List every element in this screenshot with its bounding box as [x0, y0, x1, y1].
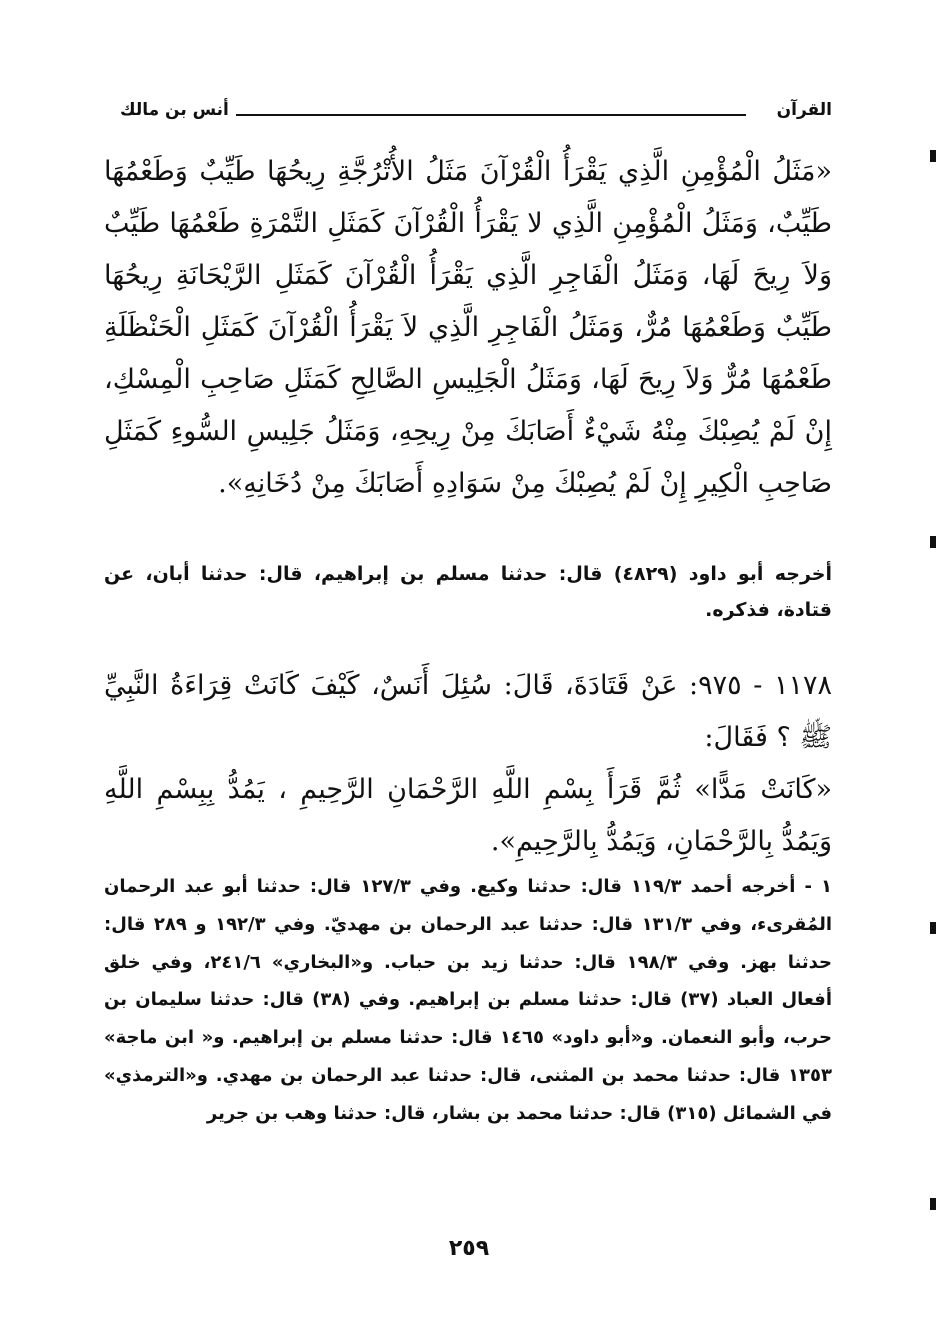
book-title: القرآن	[776, 100, 832, 120]
chapter-name: أنس بن مالك	[120, 100, 229, 120]
hadith-2-text: «كَانَتْ مَدًّا» ثُمَّ قَرَأَ بِسْمِ اللَّهِ الرَّحْمَانِ الرَّحِيمِ ، يَمُدُّ بِبِسْمِ اللَّهِ وَيَمُدُّ بِالرَّحْمَانِ، وَيَمُدُّ بِالرَّحِيمِ».	[104, 774, 832, 857]
hadith-2-heading: ١١٧٨ - ٩٧٥: عَنْ قَتَادَةَ، قَالَ: سُئِلَ أَنَسٌ، كَيْفَ كَانَتْ قِرَاءَةُ النَّبِيِّ ﷺ ؟ فَقَالَ:	[104, 670, 832, 753]
hadith-2-footnote: ١ - أخرجه أحمد ١١٩/٣ قال: حدثنا وكيع. وفي ١٢٧/٣ قال: حدثنا أبو عبد الرحمان المُقرىء، وفي ١٣١/٣ قال: حدثنا عبد الرحمان بن مهديّ. وفي ١٩٢/٣ و ٢٨٩ قال: حدثنا بهز. وفي ١٩٨/٣ قال: حدثنا زيد بن حباب. و«البخاري» ٢٤١/٦، وفي خلق أفعال العباد (٣٧) قال: حدثنا مسلم بن إبراهيم. وفي (٣٨) قال: حدثنا سليمان بن حرب، وأبو النعمان. و«أبو داود» ١٤٦٥ قال: حدثنا مسلم بن إبراهيم. و« ابن ماجة» ١٣٥٣ قال: حدثنا محمد بن المثنى، قال: حدثنا عبد الرحمان بن مهدي. و«الترمذي» في الشمائل (٣١٥) قال: حدثنا محمد بن بشار، قال: حدثنا وهب بن جرير	[104, 876, 833, 1124]
margin-mark	[930, 1198, 936, 1210]
margin-mark	[930, 150, 936, 162]
running-header	[120, 98, 832, 128]
header-rule	[236, 114, 746, 116]
margin-mark	[930, 536, 936, 548]
margin-mark	[930, 922, 936, 934]
hadith-1-takhrij: أخرجه أبو داود (٤٨٢٩) قال: حدثنا مسلم بن إبراهيم، قال: حدثنا أبان، عن قتادة، فذكره.	[104, 563, 832, 621]
page-number: ٢٥٩	[448, 1236, 490, 1261]
hadith-1-text: «مَثَلُ الْمُؤْمِنِ الَّذِي يَقْرَأُ الْقُرْآنَ مَثَلُ الأُتْرُجَّةِ رِيحُهَا طَيِّبٌ وَطَعْمُهَا طَيِّبٌ، وَمَثَلُ الْمُؤْمِنِ الَّذِي لا يَقْرَأُ الْقُرْآنَ كَمَثَلِ التَّمْرَةِ طَعْمُهَا طَيِّبٌ وَلاَ رِيحَ لَهَا، وَمَثَلُ الْفَاجِرِ الَّذِي يَقْرَأُ الْقُرْآنَ كَمَثَلِ الرَّيْحَانَةِ رِيحُهَا طَيِّبٌ وَطَعْمُهَا مُرٌّ، وَمَثَلُ الْفَاجِرِ الَّذِي لاَ يَقْرَأُ الْقُرْآنَ كَمَثَلِ الْحَنْظَلَةِ طَعْمُهَا مُرٌّ وَلاَ رِيحَ لَهَا، وَمَثَلُ الْجَلِيسِ الصَّالِحِ كَمَثَلِ صَاحِبِ الْمِسْكِ، إِنْ لَمْ يُصِبْكَ مِنْهُ شَيْءٌ أَصَابَكَ مِنْ رِيحِهِ، وَمَثَلُ جَلِيسِ السُّوءِ كَمَثَلِ صَاحِبِ الْكِيرِ إِنْ لَمْ يُصِبْكَ مِنْ سَوَادِهِ أَصَابَكَ مِنْ دُخَانِهِ».	[104, 156, 832, 499]
